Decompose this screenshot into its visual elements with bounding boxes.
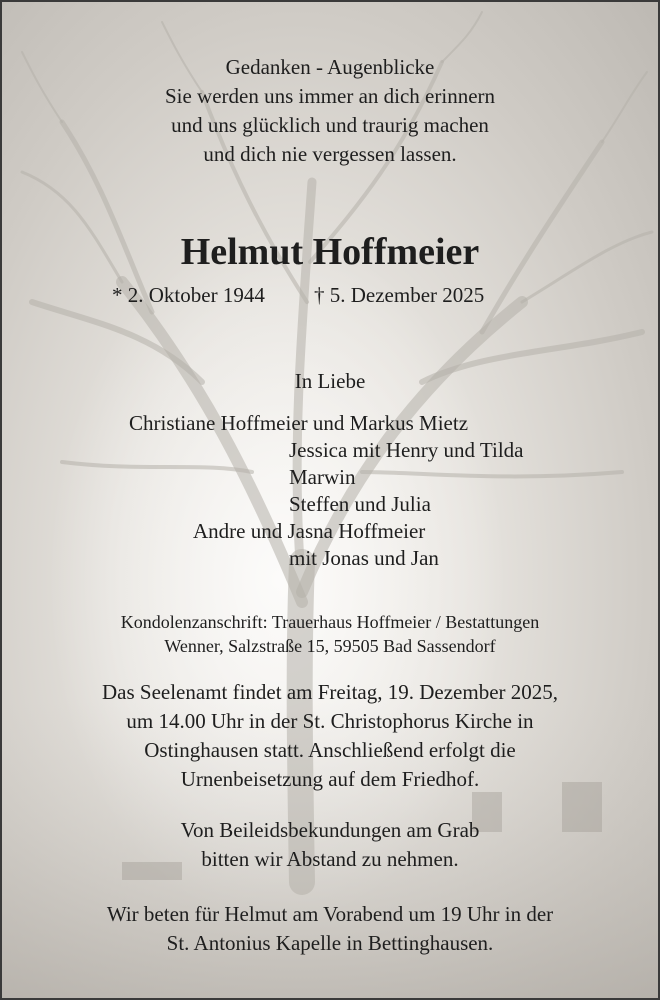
service-info-line: Das Seelenamt findet am Freitag, 19. Dezember 2025, — [101, 680, 559, 704]
birth-date: * 2. Oktober 1944 — [112, 283, 265, 307]
poem-line: Sie werden uns immer an dich erinnern — [164, 84, 496, 108]
mourner-line: Steffen und Julia — [289, 492, 431, 516]
prayer-info-line: Wir beten für Helmut am Vorabend um 19 Uhr in der — [106, 902, 554, 926]
prayer-info-line: St. Antonius Kapelle in Bettinghausen. — [166, 931, 494, 955]
in-love-label: In Liebe — [294, 369, 366, 393]
condolence-request-line: bitten wir Abstand zu nehmen. — [201, 847, 459, 871]
condolence-request-line: Von Beileidsbekundungen am Grab — [180, 818, 480, 842]
service-info-line: Ostinghausen statt. Anschließend erfolgt die — [144, 738, 516, 762]
mourner-line: Marwin — [289, 465, 356, 489]
mourner-line: mit Jonas und Jan — [289, 546, 439, 570]
death-date: † 5. Dezember 2025 — [314, 283, 485, 307]
poem-line: Gedanken - Augenblicke — [225, 55, 435, 79]
condolence-address-line: Kondolenzanschrift: Trauerhaus Hoffmeier / Bestattungen — [120, 612, 540, 632]
service-info-line: um 14.00 Uhr in der St. Christophorus Kirche in — [126, 709, 534, 733]
mourner-line: Andre und Jasna Hoffmeier — [193, 519, 426, 543]
service-info-line: Urnenbeisetzung auf dem Friedhof. — [180, 767, 480, 791]
condolence-address-line: Wenner, Salzstraße 15, 59505 Bad Sassendorf — [164, 636, 496, 656]
poem-line: und dich nie vergessen lassen. — [203, 142, 457, 166]
deceased-name: Helmut Hoffmeier — [180, 231, 480, 273]
mourner-line: Christiane Hoffmeier und Markus Mietz — [129, 411, 469, 435]
poem-line: und uns glücklich und traurig machen — [171, 113, 489, 137]
mourner-line: Jessica mit Henry und Tilda — [289, 438, 524, 462]
